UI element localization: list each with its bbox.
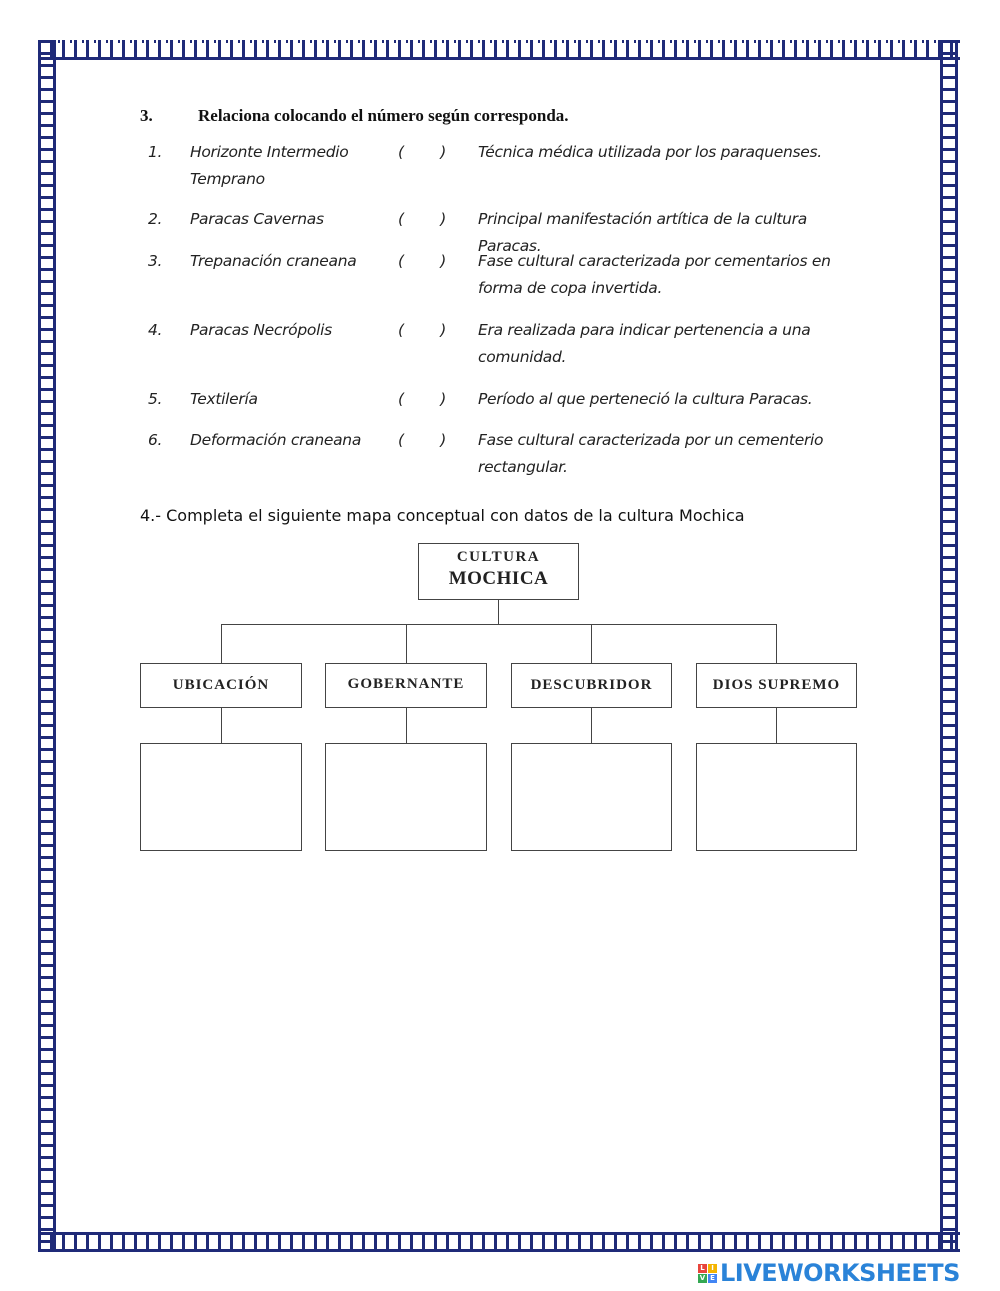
- connector-root-down: [498, 600, 499, 624]
- match-term: Paracas Necrópolis: [190, 321, 332, 339]
- concept-map-root: [418, 543, 579, 600]
- answer-box-descubridor[interactable]: [511, 743, 672, 851]
- match-number: 6.: [148, 431, 163, 449]
- category-box-ubicacion: UBICACIÓN: [140, 663, 302, 708]
- connector-ans-4: [776, 708, 777, 743]
- match-term: Horizonte Intermedio Temprano: [190, 143, 349, 188]
- answer-box-gobernante[interactable]: [325, 743, 487, 851]
- question-4-instruction: 4.- Completa el siguiente mapa conceptual con datos de la cultura Mochica: [140, 506, 745, 525]
- match-term: Paracas Cavernas: [190, 210, 324, 228]
- question-3-heading: [140, 106, 569, 126]
- match-number: 2.: [148, 210, 163, 228]
- liveworksheets-logo: [698, 1259, 960, 1287]
- match-description: Principal manifestación artítica de la cultura Paracas.: [478, 210, 807, 255]
- page-border-bottom: [38, 1232, 960, 1252]
- root-label-line1: CULTURA: [456, 549, 541, 565]
- logo-letter: I: [708, 1264, 717, 1273]
- connector-cat-4: [776, 624, 777, 663]
- page-border-right: [940, 40, 960, 1252]
- logo-letter: V: [699, 1273, 706, 1282]
- match-description: Fase cultural caracterizada por cementarios en forma de copa invertida.: [478, 252, 831, 297]
- answer-blank[interactable]: ( ): [398, 431, 446, 449]
- answer-blank[interactable]: ( ): [398, 390, 446, 408]
- connector-ans-3: [591, 708, 592, 743]
- root-label-line2: MOCHICA: [448, 568, 549, 589]
- logo-letter: E: [708, 1274, 717, 1283]
- match-term: Trepanación craneana: [190, 252, 357, 270]
- page-border-left: [38, 40, 58, 1252]
- match-number: 1.: [148, 143, 163, 161]
- connector-cat-3: [591, 624, 592, 663]
- connector-cat-2: [406, 624, 407, 663]
- category-box-descubridor: DESCUBRIDOR: [511, 663, 672, 708]
- match-term: Textilería: [190, 390, 258, 408]
- category-box-dios-supremo: DIOS SUPREMO: [696, 663, 857, 708]
- answer-blank[interactable]: ( ): [398, 252, 446, 270]
- category-box-gobernante: GOBERNANTE: [325, 663, 487, 708]
- page-border-top: [38, 40, 960, 60]
- match-number: 5.: [148, 390, 163, 408]
- question-3-instruction: Relaciona colocando el número según corresponda.: [198, 106, 569, 125]
- match-term: Deformación craneana: [190, 431, 362, 449]
- answer-box-ubicacion[interactable]: [140, 743, 302, 851]
- connector-ans-1: [221, 708, 222, 743]
- match-description: Período al que perteneció la cultura Paracas.: [478, 390, 813, 408]
- question-3-number: 3.: [140, 106, 153, 125]
- logo-letter: L: [698, 1264, 707, 1273]
- connector-cat-1: [221, 624, 222, 663]
- answer-blank[interactable]: ( ): [398, 210, 446, 228]
- match-description: Era realizada para indicar pertenencia a una comunidad.: [478, 321, 811, 366]
- answer-box-dios-supremo[interactable]: [696, 743, 857, 851]
- connector-horizontal: [221, 624, 777, 625]
- match-description: Fase cultural caracterizada por un cementerio rectangular.: [478, 431, 824, 476]
- answer-blank[interactable]: ( ): [398, 143, 446, 161]
- match-number: 3.: [148, 252, 163, 270]
- match-number: 4.: [148, 321, 163, 339]
- logo-mark-icon: [698, 1264, 717, 1283]
- connector-ans-2: [406, 708, 407, 743]
- match-description: Técnica médica utilizada por los paraquenses.: [478, 143, 822, 161]
- logo-text: LIVEWORKSHEETS: [720, 1259, 960, 1287]
- answer-blank[interactable]: ( ): [398, 321, 446, 339]
